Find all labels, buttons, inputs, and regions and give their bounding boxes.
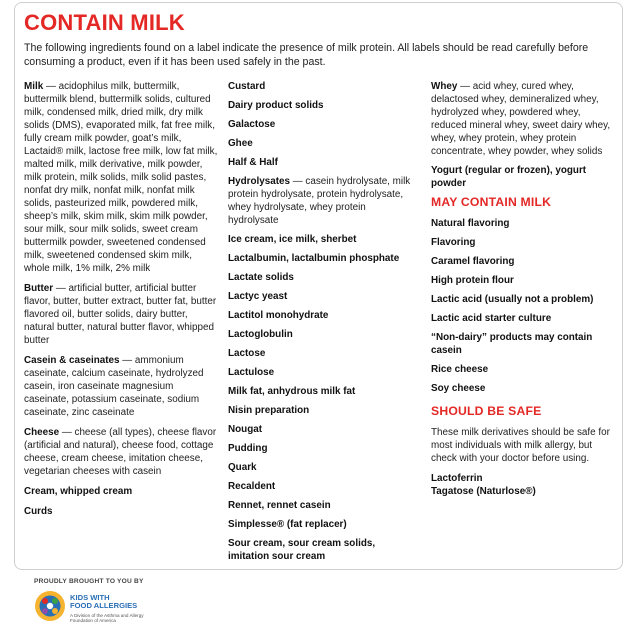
entry-sour-cream: Sour cream, sour cream solids, imitation sour cream: [228, 538, 376, 562]
entry-simplesse: Simplesse® (fat replacer): [228, 519, 347, 530]
entry-yogurt: Yogurt (regular or frozen), yogurt powder: [431, 165, 587, 189]
entry-casein: [24, 354, 220, 419]
entry-desc: — acid whey, cured whey, delactosed whey, demineralized whey, hydrolyzed whey, powdered whey, reduced mineral whey, sweet dairy whey, whey, whey protein, whey protein concentrate, whey powder, whey solids: [431, 81, 611, 157]
entry-term: Hydrolysates: [228, 176, 291, 187]
page-title: CONTAIN MILK: [24, 10, 185, 35]
logo-line-1: KIDS WITH: [70, 593, 110, 602]
entry-lactose: Lactose: [228, 348, 266, 359]
entry-hydrolysates: [228, 175, 418, 227]
column-2: [228, 80, 418, 569]
entry-milk: [24, 80, 220, 275]
may-item: Lactic acid (usually not a problem): [431, 294, 594, 305]
entry-term: Cheese: [24, 427, 60, 438]
entry-nisin: Nisin preparation: [228, 405, 310, 416]
brought-by-label: PROUDLY BROUGHT TO YOU BY: [34, 578, 144, 585]
entry-butter: [24, 282, 220, 347]
entry-desc: — casein hydrolysate, milk protein hydrolysate, protein hydrolysate, whey hydrolysate, whey protein hydrolysate: [228, 176, 411, 226]
entry-quark: Quark: [228, 462, 257, 473]
entry-recaldent: Recaldent: [228, 481, 276, 492]
kfa-logo-subtitle: A Division of the Asthma and Allergy Foundation of America: [70, 613, 144, 624]
may-item: High protein flour: [431, 275, 514, 286]
safe-item: Lactoferrin: [431, 473, 483, 484]
may-item: Caramel flavoring: [431, 256, 515, 267]
entry-term: Butter: [24, 283, 54, 294]
entry-term: Casein & caseinates: [24, 355, 120, 366]
entry-milk-fat: Milk fat, anhydrous milk fat: [228, 386, 356, 397]
may-item: “Non-dairy” products may contain casein: [431, 332, 593, 356]
may-item: Rice cheese: [431, 364, 489, 375]
entry-term: Milk: [24, 81, 44, 92]
kfa-logo-text: [70, 594, 137, 611]
entry-nougat: Nougat: [228, 424, 263, 435]
entry-cheese: [24, 426, 220, 478]
safe-item: Tagatose (Naturlose®): [431, 486, 536, 497]
entry-term: Whey: [431, 81, 458, 92]
logo-line-2: FOOD ALLERGIES: [70, 601, 138, 611]
entry-desc: — cheese (all types), cheese flavor (artificial and natural), cheese food, cottage cheese, cream cheese, imitation cheese, vegetarian cheeses with casein: [24, 427, 217, 477]
kfa-logo-icon: [34, 590, 66, 622]
entry-pudding: Pudding: [228, 443, 268, 454]
entry-ice-cream: Ice cream, ice milk, sherbet: [228, 234, 357, 245]
entry-term: Curds: [24, 506, 53, 517]
entry-curds: [24, 505, 220, 518]
entry-lactate-solids: Lactate solids: [228, 272, 294, 283]
entry-galactose: Galactose: [228, 119, 276, 130]
may-item: Soy cheese: [431, 383, 486, 394]
entry-ghee: Ghee: [228, 138, 253, 149]
entry-desc: — artificial butter, artificial butter flavor, butter, butter extract, butter fat, butter flavored oil, butter solids, dairy butter, natural butter, natural butter flavor, whipped butter: [24, 283, 217, 346]
entry-dairy-product-solids: Dairy product solids: [228, 100, 324, 111]
should-be-safe-text: These milk derivatives should be safe for most individuals with milk allergy, but check with your doctor before using.: [431, 427, 610, 464]
should-be-safe-heading: SHOULD BE SAFE: [431, 404, 542, 418]
entry-half-and-half: Half & Half: [228, 157, 278, 168]
may-contain-heading: MAY CONTAIN MILK: [431, 195, 552, 209]
entry-lactyc-yeast: Lactyc yeast: [228, 291, 288, 302]
entry-lactalbumin: Lactalbumin, lactalbumin phosphate: [228, 253, 400, 264]
may-item: Natural flavoring: [431, 218, 510, 229]
entry-rennet: Rennet, rennet casein: [228, 500, 331, 511]
column-1: [24, 80, 220, 525]
entry-custard: Custard: [228, 81, 266, 92]
column-3: [431, 80, 611, 504]
entry-desc: — ammonium caseinate, calcium caseinate, hydrolyzed casein, iron caseinate magnesium caseinate, potassium caseinate, sodium caseinate, zinc caseinate: [24, 355, 204, 418]
entry-lactitol: Lactitol monohydrate: [228, 310, 329, 321]
may-item: Flavoring: [431, 237, 476, 248]
entry-lactoglobulin: Lactoglobulin: [228, 329, 293, 340]
entry-desc: — acidophilus milk, buttermilk, buttermilk blend, buttermilk solids, cultured milk, condensed milk, dried milk, dry milk solids (DMS), evaporated milk, fat free milk, fully cream milk powder, goat’s milk, Lactaid® milk, lactose free milk, low fat milk, malted milk, milk derivative, milk powder, milk protein, milk solids, milk solid pastes, nonfat dry milk, nonfat milk, nonfat milk solids, pasteurized milk, powdered milk, sheep’s milk, skim milk, skim milk powder, sour milk, sour milk solids, sweet cream buttermilk powder, sweetened condensed milk, sweetened condensed skim milk, whole milk, 1% milk, 2% milk: [24, 81, 218, 274]
intro-text: The following ingredients found on a label indicate the presence of milk protein. All labels should be read carefully before consuming a product, even if it has been used safely in the past.: [24, 42, 589, 68]
kfa-logo[interactable]: [34, 590, 174, 630]
entry-lactulose: Lactulose: [228, 367, 275, 378]
entry-cream: [24, 485, 220, 498]
may-item: Lactic acid starter culture: [431, 313, 552, 324]
entry-whey: [431, 80, 611, 158]
entry-term: Cream, whipped cream: [24, 486, 133, 497]
